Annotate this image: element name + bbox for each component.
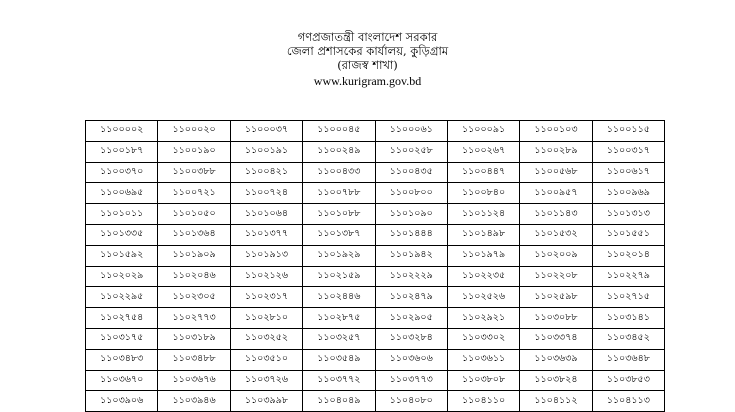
roll-number-cell: ১১০০৫৬৮ xyxy=(520,162,592,183)
roll-number-cell: ১১০০৩৮৮ xyxy=(158,162,230,183)
roll-number-cell: ১১০২৮১০ xyxy=(230,308,302,329)
roll-number-cell: ১১০১০৯০ xyxy=(375,204,447,225)
roll-number-cell: ১১০১৯০৯ xyxy=(158,245,230,266)
roll-number-cell: ১১০৩৭৭২ xyxy=(303,370,375,391)
roll-number-cell: ১১০৩৫১০ xyxy=(230,349,302,370)
roll-number-cell: ১১০৩১৮৯ xyxy=(158,328,230,349)
roll-number-cell: ১১০১৩১৩ xyxy=(592,204,664,225)
roll-number-cell: ১১০১৫৫১ xyxy=(592,224,664,245)
roll-number-cell: ১১০৩৬৭৬ xyxy=(158,370,230,391)
roll-number-cell: ১১০০৪৩৫ xyxy=(375,162,447,183)
roll-number-cell: ১১০৩৮৫৩ xyxy=(592,370,664,391)
roll-number-cell: ১১০১৩৮৭ xyxy=(303,224,375,245)
roll-number-cell: ১১০১৯৪২ xyxy=(375,245,447,266)
roll-number-cell: ১১০৩৬১১ xyxy=(447,349,519,370)
roll-number-cell: ১১০২৩১৭ xyxy=(230,287,302,308)
roll-number-cell: ১১০২৪৪৬ xyxy=(303,287,375,308)
roll-number-cell: ১১০৩২৫২ xyxy=(230,328,302,349)
roll-number-cell: ১১০৪১১৩ xyxy=(592,391,664,412)
roll-number-cell: ১১০১১২৪ xyxy=(447,204,519,225)
roll-number-cell: ১১০১০৬৪ xyxy=(230,204,302,225)
roll-number-cell: ১১০০২৬৭ xyxy=(447,141,519,162)
roll-number-cell: ১১০১৪৯৮ xyxy=(447,224,519,245)
roll-number-cell: ১১০৪১১০ xyxy=(447,391,519,412)
roll-number-cell: ১১০২৯০৫ xyxy=(375,308,447,329)
roll-number-cell: ১১০০৪৪৭ xyxy=(447,162,519,183)
roll-number-cell: ১১০৩৭৭৩ xyxy=(375,370,447,391)
roll-number-cell: ১১০১০৮৮ xyxy=(303,204,375,225)
roll-number-cell: ১১০২২৯৫ xyxy=(86,287,158,308)
roll-number-cell: ১১০০০৯১ xyxy=(447,121,519,142)
roll-number-cell: ১১০২৭৫৪ xyxy=(86,308,158,329)
roll-number-cell: ১১০০১৯১ xyxy=(230,141,302,162)
roll-number-cell: ১১০২৩০৫ xyxy=(158,287,230,308)
roll-number-cell: ১১০০০৬১ xyxy=(375,121,447,142)
roll-number-cell: ১১০৩৪৫২ xyxy=(592,328,664,349)
roll-number-cell: ১১০৪০৮০ xyxy=(375,391,447,412)
table-row xyxy=(86,245,665,266)
roll-number-cell: ১১০৩৬৭০ xyxy=(86,370,158,391)
roll-number-cell: ১১০১৩৭৭ xyxy=(230,224,302,245)
government-title: গণপ্রজাতন্ত্রী বাংলাদেশ সরকার xyxy=(297,30,438,44)
roll-number-cell: ১১০০৯৫৭ xyxy=(520,183,592,204)
roll-number-cell: ১১০২২০৮ xyxy=(520,266,592,287)
roll-number-cell: ১১০২১২৬ xyxy=(230,266,302,287)
roll-number-cell: ১১০২০১৪ xyxy=(592,245,664,266)
roll-number-cell: ১১০২১৫৯ xyxy=(303,266,375,287)
roll-number-cell: ১১০০৭২১ xyxy=(158,183,230,204)
roll-number-cell: ১১০০২৪৯ xyxy=(303,141,375,162)
roll-number-cell: ১১০১৫৯২ xyxy=(86,245,158,266)
roll-number-cell: ১১০৩৭২৬ xyxy=(230,370,302,391)
roll-number-cell: ১১০৩৩৭৪ xyxy=(520,328,592,349)
roll-number-cell: ১১০১১৪৩ xyxy=(520,204,592,225)
roll-number-cell: ১১০১৯২৯ xyxy=(303,245,375,266)
table-row xyxy=(86,162,665,183)
roll-number-cell: ১১০১০১১ xyxy=(86,204,158,225)
roll-number-cell: ১১০০০২০ xyxy=(158,121,230,142)
roll-number-cell: ১১০০০৪৫ xyxy=(303,121,375,142)
roll-number-cell: ১১০২২৭৯ xyxy=(592,266,664,287)
roll-number-cell: ১১০০৩৭০ xyxy=(86,162,158,183)
table-row xyxy=(86,266,665,287)
roll-number-cell: ১১০০৭৮৮ xyxy=(303,183,375,204)
roll-number-cell: ১১০০৬১৭ xyxy=(592,162,664,183)
table-row xyxy=(86,349,665,370)
roll-number-table-body xyxy=(86,121,665,412)
roll-number-cell: ১১০১৯৭৯ xyxy=(447,245,519,266)
roll-number-cell: ১১০৩৬৩৯ xyxy=(520,349,592,370)
roll-number-cell: ১১০৩৮২৪ xyxy=(520,370,592,391)
office-title: জেলা প্রশাসকের কার্যালয়, কুড়িগ্রাম xyxy=(286,44,449,58)
roll-number-cell: ১১০৩৯৯৮ xyxy=(230,391,302,412)
roll-number-cell: ১১০২০৪৬ xyxy=(158,266,230,287)
roll-number-cell: ১১০২৫২৬ xyxy=(447,287,519,308)
roll-number-cell: ১১০৩৯৪৬ xyxy=(158,391,230,412)
roll-number-cell: ১১০২০২৯ xyxy=(86,266,158,287)
roll-number-cell: ১১০১৯১৩ xyxy=(230,245,302,266)
roll-number-cell: ১১০৩৪৮৩ xyxy=(86,349,158,370)
roll-number-cell: ১১০০০০২ xyxy=(86,121,158,142)
roll-number-cell: ১১০০১৯০ xyxy=(158,141,230,162)
roll-number-cell: ১১০৩২৮৪ xyxy=(375,328,447,349)
roll-number-cell: ১১০০২৫৮ xyxy=(375,141,447,162)
table-row xyxy=(86,328,665,349)
roll-number-cell: ১১০২৮৭৫ xyxy=(303,308,375,329)
roll-number-cell: ১১০২২৩৫ xyxy=(447,266,519,287)
roll-number-cell: ১১০২৭১৫ xyxy=(592,287,664,308)
roll-number-cell: ১১০০১০৩ xyxy=(520,121,592,142)
roll-number-cell: ১১০২২২৯ xyxy=(375,266,447,287)
roll-number-cell: ১১০১৫৩২ xyxy=(520,224,592,245)
roll-number-cell: ১১০৩৪৮৮ xyxy=(158,349,230,370)
roll-number-cell: ১১০৪১১২ xyxy=(520,391,592,412)
roll-number-cell: ১১০৩৬০৬ xyxy=(375,349,447,370)
roll-number-cell: ১১০২৪৭৯ xyxy=(375,287,447,308)
roll-number-cell: ১১০২৯২১ xyxy=(447,308,519,329)
roll-number-cell: ১১০৩২৫৭ xyxy=(303,328,375,349)
roll-number-cell: ১১০০৬৯৫ xyxy=(86,183,158,204)
table-row xyxy=(86,121,665,142)
table-row xyxy=(86,183,665,204)
roll-number-cell: ১১০১৩৬৪ xyxy=(158,224,230,245)
table-row xyxy=(86,308,665,329)
roll-number-cell: ১১০৩৬৪৮ xyxy=(592,349,664,370)
roll-number-table xyxy=(85,120,665,412)
roll-number-cell: ১১০৩০৮৮ xyxy=(520,308,592,329)
document-header xyxy=(0,30,735,88)
roll-number-cell: ১১০০৪২১ xyxy=(230,162,302,183)
roll-number-cell: ১১০০৮০০ xyxy=(375,183,447,204)
roll-number-cell: ১১০০৮৪০ xyxy=(447,183,519,204)
roll-number-cell: ১১০২০০৯ xyxy=(520,245,592,266)
table-row xyxy=(86,141,665,162)
table-row xyxy=(86,391,665,412)
roll-number-cell: ১১০৩৮০৮ xyxy=(447,370,519,391)
roll-number-cell: ১১০০২৮৯ xyxy=(520,141,592,162)
roll-number-cell: ১১০০৩১৭ xyxy=(592,141,664,162)
roll-number-cell: ১১০৩৯০৬ xyxy=(86,391,158,412)
table-row xyxy=(86,287,665,308)
roll-number-cell: ১১০১০৫০ xyxy=(158,204,230,225)
roll-number-cell: ১১০০১১৫ xyxy=(592,121,664,142)
table-row xyxy=(86,370,665,391)
roll-number-cell: ১১০৩৫৪৯ xyxy=(303,349,375,370)
table-row xyxy=(86,204,665,225)
roll-number-cell: ১১০০১৮৭ xyxy=(86,141,158,162)
roll-number-cell: ১১০২৭৭৩ xyxy=(158,308,230,329)
roll-number-cell: ১১০৩১৭৫ xyxy=(86,328,158,349)
roll-number-cell: ১১০৩৩০২ xyxy=(447,328,519,349)
roll-number-cell: ১১০০৯৬৯ xyxy=(592,183,664,204)
website-link[interactable]: www.kurigram.gov.bd xyxy=(313,74,422,88)
section-title: (রাজস্ব শাখা) xyxy=(337,58,398,72)
roll-number-cell: ১১০০৪৩৩ xyxy=(303,162,375,183)
roll-number-cell: ১১০০০৩৭ xyxy=(230,121,302,142)
roll-number-cell: ১১০২৫৯৮ xyxy=(520,287,592,308)
roll-number-cell: ১১০০৭২৪ xyxy=(230,183,302,204)
table-row xyxy=(86,224,665,245)
roll-number-cell: ১১০১৩৩৫ xyxy=(86,224,158,245)
roll-number-cell: ১১০৪০৪৯ xyxy=(303,391,375,412)
roll-number-cell: ১১০১৪৪৪ xyxy=(375,224,447,245)
roll-number-cell: ১১০৩১৪১ xyxy=(592,308,664,329)
